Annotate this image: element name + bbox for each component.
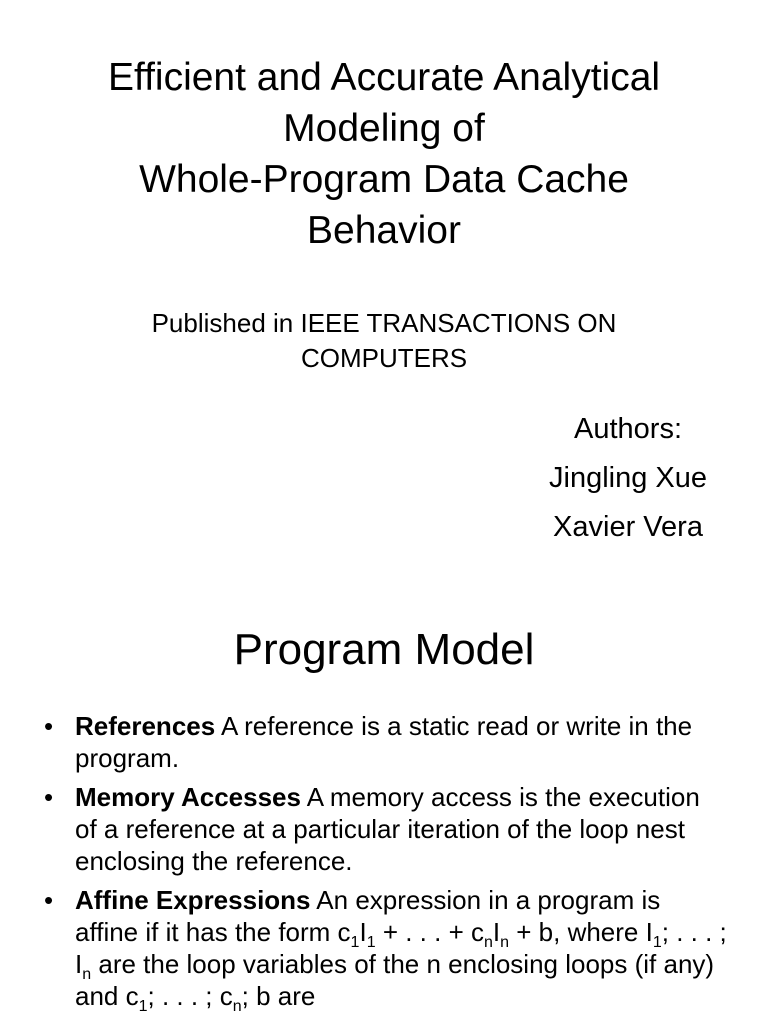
bullet-text: ; . . . ; c <box>147 981 233 1011</box>
subscript: n <box>82 966 92 984</box>
publication-note <box>0 306 768 376</box>
author-name: Jingling Xue <box>549 462 707 494</box>
title-line: Efficient and Accurate Analytical <box>107 56 661 99</box>
title-line: Modeling of <box>283 107 485 150</box>
bullet-dot-icon: • <box>44 885 54 915</box>
authors-label: Authors: <box>574 413 682 445</box>
bullet-term: Affine Expressions <box>75 885 311 915</box>
publication-line: Published in IEEE TRANSACTIONS ON <box>151 308 617 338</box>
subscript: 1 <box>652 934 662 952</box>
section-title: Program Model <box>233 625 535 674</box>
bullet-list <box>0 710 768 1019</box>
bullet-item-references <box>0 710 768 774</box>
bullet-text: A reference is a static read or write in the program. <box>75 711 693 773</box>
title-line: Whole-Program Data Cache <box>139 158 629 201</box>
bullet-text: I <box>359 917 367 947</box>
subscript: 1 <box>350 934 360 952</box>
subscript: n <box>500 934 510 952</box>
authors-block <box>510 405 746 552</box>
subscript: 1 <box>366 934 376 952</box>
bullet-dot-icon: • <box>44 782 54 812</box>
subscript: 1 <box>138 998 148 1016</box>
bullet-item-memory-accesses <box>0 781 768 877</box>
bullet-dot-icon: • <box>44 711 54 741</box>
author-name: Xavier Vera <box>553 511 703 543</box>
bullet-text: A memory access is the execution of a reference at a particular iteration of the loop nest enclosing the reference. <box>75 782 700 876</box>
subscript: n <box>232 998 242 1016</box>
subscript: n <box>483 934 493 952</box>
publication-line: COMPUTERS <box>300 343 468 373</box>
bullet-term: References <box>75 711 216 741</box>
bullet-text: ; . . . ; I <box>75 917 727 979</box>
bullet-text: I <box>492 917 501 947</box>
slide-title <box>0 52 768 256</box>
bullet-text: + b, where I <box>509 917 653 947</box>
bullet-item-affine-expressions <box>0 884 768 1016</box>
bullet-text: + . . . + c <box>375 917 484 947</box>
title-line: Behavior <box>307 209 461 252</box>
bullet-text: An expression in a program is affine if it has the form c <box>75 885 661 947</box>
bullet-term: Memory Accesses <box>75 782 301 812</box>
bullet-text: ; b are <box>241 981 316 1011</box>
bullet-text: are the loop variables of the n enclosing loops (if any) and c <box>75 949 715 1011</box>
program-model-slide <box>0 600 768 1024</box>
